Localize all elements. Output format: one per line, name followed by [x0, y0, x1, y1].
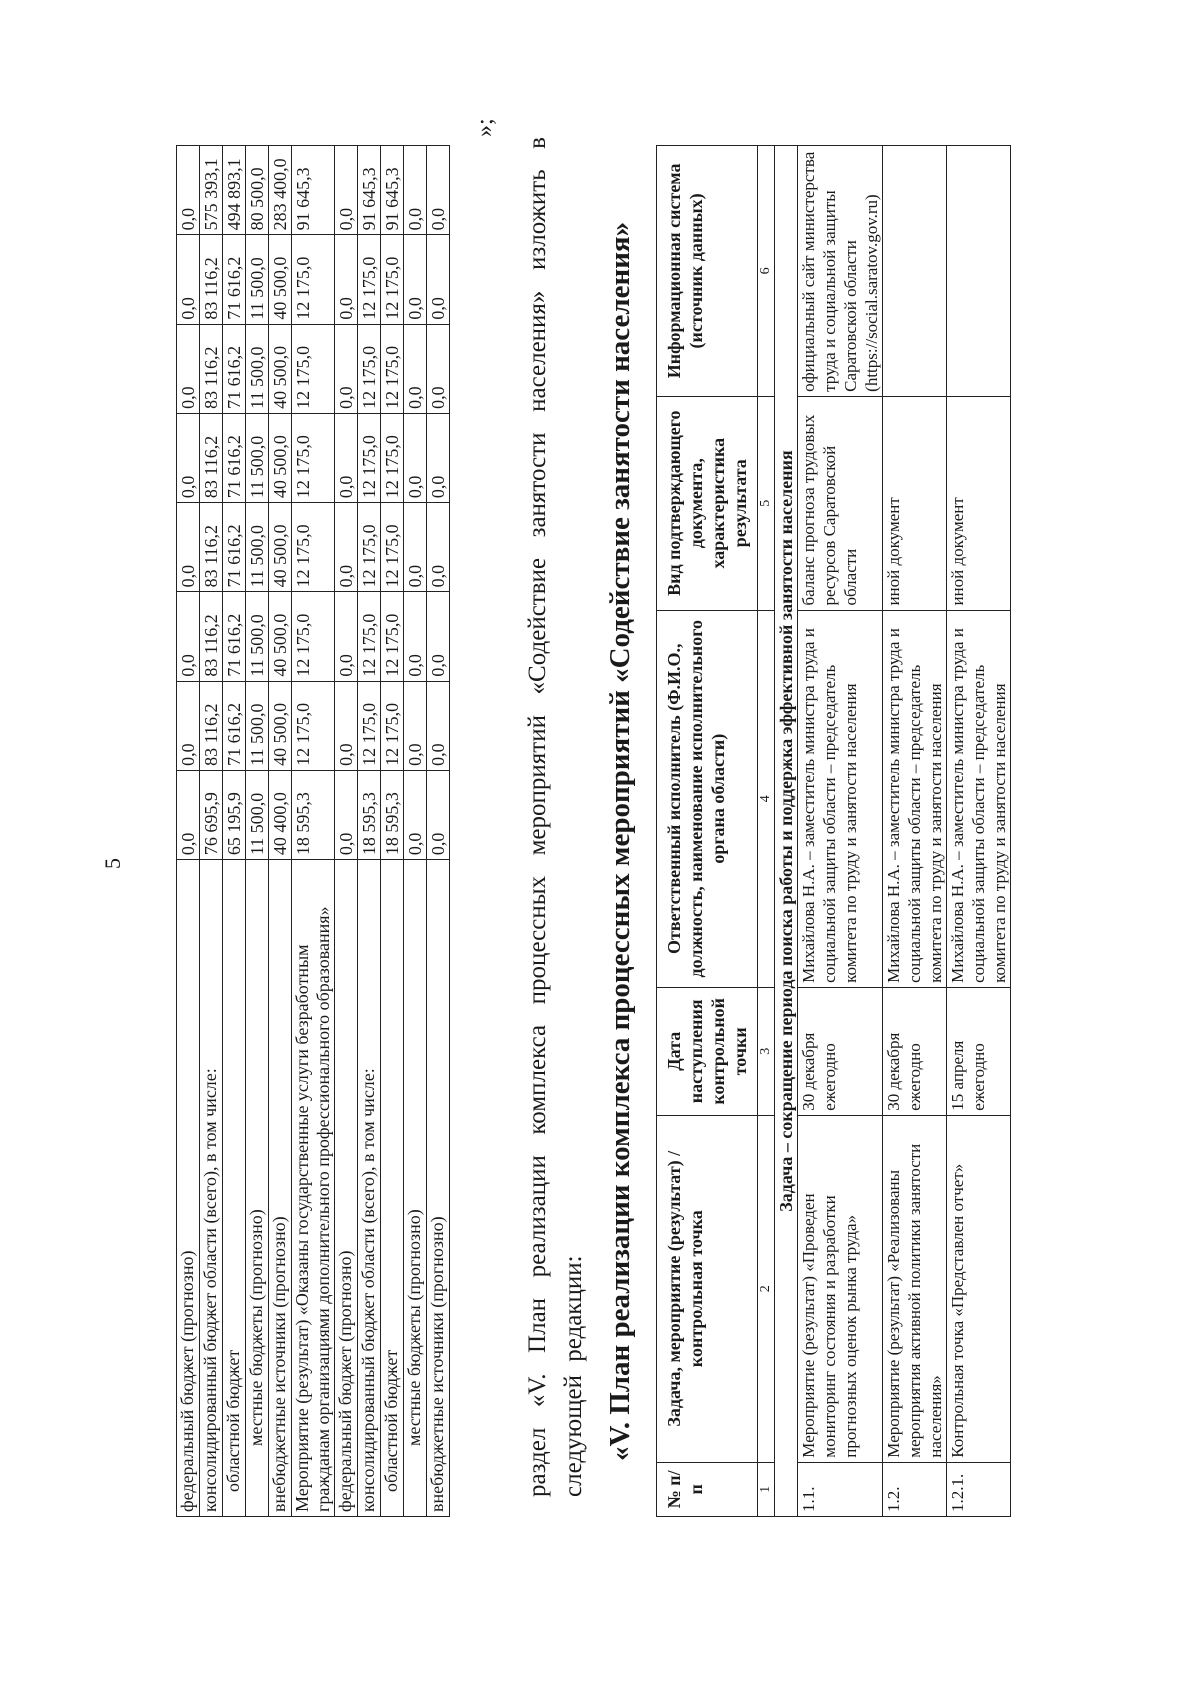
closing-quote: »;: [472, 118, 498, 137]
plan-row-num: 1.1.: [798, 1462, 883, 1516]
page-number: 5: [100, 858, 125, 869]
column-number: 4: [758, 610, 775, 987]
budget-value: 18 595,3: [292, 770, 335, 859]
budget-value: 0,0: [404, 324, 427, 413]
budget-value: 11 500,0: [246, 770, 269, 859]
budget-value: 71 616,2: [223, 235, 246, 324]
budget-value: 12 175,0: [381, 413, 404, 502]
budget-value: 12 175,0: [381, 592, 404, 681]
plan-row-document: иной документ: [947, 396, 1011, 610]
budget-value: 71 616,2: [223, 592, 246, 681]
budget-value: 0,0: [335, 324, 358, 413]
plan-row-system: [947, 146, 1011, 397]
budget-value: 11 500,0: [246, 592, 269, 681]
column-number: 2: [758, 1115, 775, 1462]
plan-row-date: 15 апреля ежегодно: [947, 987, 1011, 1115]
budget-value: 40 500,0: [269, 235, 292, 324]
plan-row: [947, 146, 1011, 1517]
task-row: [775, 146, 798, 1517]
budget-row: [292, 146, 335, 1517]
plan-row-num: 1.2.1.: [947, 1462, 1011, 1516]
plan-row: [883, 146, 947, 1517]
budget-value: 12 175,0: [358, 592, 381, 681]
budget-row: [335, 146, 358, 1517]
budget-value: 0,0: [177, 681, 200, 770]
budget-value: 0,0: [404, 503, 427, 592]
budget-value: 83 116,2: [200, 413, 223, 502]
budget-value: 11 500,0: [246, 324, 269, 413]
budget-value: 575 393,1: [200, 146, 223, 235]
plan-row-date: 30 декабря ежегодно: [798, 987, 883, 1115]
budget-value: 12 175,0: [358, 681, 381, 770]
budget-row-label: областной бюджет: [223, 860, 246, 1517]
budget-value: 11 500,0: [246, 235, 269, 324]
budget-value: 40 500,0: [269, 413, 292, 502]
budget-value: 12 175,0: [292, 413, 335, 502]
plan-row-num: 1.2.: [883, 1462, 947, 1516]
header-num: № п/п: [657, 1462, 758, 1516]
budget-value: 12 175,0: [381, 324, 404, 413]
budget-value: 40 400,0: [269, 770, 292, 859]
budget-value: 71 616,2: [223, 324, 246, 413]
budget-value: 0,0: [427, 503, 450, 592]
budget-value: 12 175,0: [292, 503, 335, 592]
budget-value: 11 500,0: [246, 681, 269, 770]
column-number: 5: [758, 396, 775, 610]
header-document: Вид подтверждающего документа, характеристика результата: [657, 396, 758, 610]
budget-value: 0,0: [177, 146, 200, 235]
budget-value: 91 645,3: [358, 146, 381, 235]
budget-value: 12 175,0: [358, 413, 381, 502]
budget-value: 0,0: [177, 770, 200, 859]
budget-value: 40 500,0: [269, 503, 292, 592]
budget-row: [404, 146, 427, 1517]
budget-row-label: внебюджетные источники (прогнозно): [269, 860, 292, 1517]
budget-value: 0,0: [335, 503, 358, 592]
budget-row-label: внебюджетные источники (прогнозно): [427, 860, 450, 1517]
header-system: Информационная система (источник данных): [657, 146, 758, 397]
plan-row-document: иной документ: [883, 396, 947, 610]
plan-row-system: официальный сайт министерства труда и социальной защиты Саратовской области (https://social.saratov.gov.ru): [798, 146, 883, 397]
budget-value: 0,0: [335, 235, 358, 324]
budget-value: 40 500,0: [269, 592, 292, 681]
budget-value: 494 893,1: [223, 146, 246, 235]
budget-value: 0,0: [404, 146, 427, 235]
budget-value: 12 175,0: [381, 681, 404, 770]
budget-value: 0,0: [335, 146, 358, 235]
budget-row-label: областной бюджет: [381, 860, 404, 1517]
budget-value: 11 500,0: [246, 413, 269, 502]
budget-value: 12 175,0: [381, 235, 404, 324]
budget-value: 0,0: [404, 681, 427, 770]
budget-row: [381, 146, 404, 1517]
plan-table: [656, 145, 1011, 1517]
budget-value: 0,0: [335, 413, 358, 502]
column-number: 3: [758, 987, 775, 1115]
budget-row-label: консолидированный бюджет области (всего), в том числе:: [358, 860, 381, 1517]
budget-value: 80 500,0: [246, 146, 269, 235]
budget-row: [246, 146, 269, 1517]
budget-row: [269, 146, 292, 1517]
plan-row-name: Мероприятие (результат) «Реализованы мероприятия активной политики занятости населения»: [883, 1115, 947, 1462]
budget-row: [177, 146, 200, 1517]
budget-value: 0,0: [177, 235, 200, 324]
plan-row-responsible: Михайлова Н.А. – заместитель министра труда и социальной защиты области – председатель комитета по труду и занятости населения: [883, 610, 947, 987]
budget-value: 283 400,0: [269, 146, 292, 235]
budget-value: 83 116,2: [200, 592, 223, 681]
task-heading: Задача – сокращение периода поиска работы и поддержка эффективной занятости населения: [775, 146, 798, 1517]
budget-value: 12 175,0: [381, 503, 404, 592]
budget-value: 83 116,2: [200, 324, 223, 413]
budget-row-label: местные бюджеты (прогнозно): [404, 860, 427, 1517]
header-date: Дата наступления контрольной точки: [657, 987, 758, 1115]
plan-header-row: [657, 146, 758, 1517]
budget-value: 12 175,0: [358, 503, 381, 592]
budget-value: 18 595,3: [381, 770, 404, 859]
budget-value: 83 116,2: [200, 235, 223, 324]
budget-value: 12 175,0: [292, 235, 335, 324]
budget-row: [223, 146, 246, 1517]
budget-row-label: консолидированный бюджет области (всего), в том числе:: [200, 860, 223, 1517]
plan-row: [798, 146, 883, 1517]
budget-table: [176, 145, 450, 1517]
budget-value: 40 500,0: [269, 681, 292, 770]
header-task: Задача, мероприятие (результат) / контрольная точка: [657, 1115, 758, 1462]
budget-value: 0,0: [404, 235, 427, 324]
plan-row-name: Контрольная точка «Представлен отчет»: [947, 1115, 1011, 1462]
budget-value: 91 645,3: [292, 146, 335, 235]
budget-value: 0,0: [335, 770, 358, 859]
column-number-row: [758, 146, 775, 1517]
header-responsible: Ответственный исполнитель (Ф.И.О., должность, наименование исполнительного органа области): [657, 610, 758, 987]
budget-value: 0,0: [335, 681, 358, 770]
budget-value: 0,0: [427, 413, 450, 502]
section-heading: «V. План реализации комплекса процессных мероприятий «Содействие занятости населения»: [604, 221, 636, 1461]
budget-value: 0,0: [177, 324, 200, 413]
budget-value: 0,0: [427, 681, 450, 770]
budget-value: 12 175,0: [292, 681, 335, 770]
budget-value: 12 175,0: [292, 592, 335, 681]
budget-value: 12 175,0: [358, 324, 381, 413]
budget-value: 0,0: [177, 503, 200, 592]
budget-row-label: местные бюджеты (прогнозно): [246, 860, 269, 1517]
plan-row-responsible: Михайлова Н.А. – заместитель министра труда и социальной защиты области – председатель комитета по труду и занятости населения: [798, 610, 883, 987]
budget-value: 12 175,0: [292, 324, 335, 413]
budget-value: 83 116,2: [200, 503, 223, 592]
budget-value: 71 616,2: [223, 681, 246, 770]
column-number: 1: [758, 1462, 775, 1516]
budget-row: [427, 146, 450, 1517]
plan-row-responsible: Михайлова Н.А. – заместитель министра труда и социальной защиты области – председатель комитета по труду и занятости населения: [947, 610, 1011, 987]
budget-value: 71 616,2: [223, 413, 246, 502]
budget-value: 83 116,2: [200, 681, 223, 770]
budget-value: 71 616,2: [223, 503, 246, 592]
budget-value: 18 595,3: [358, 770, 381, 859]
budget-value: 40 500,0: [269, 324, 292, 413]
budget-row-label: федеральный бюджет (прогнозно): [177, 860, 200, 1517]
budget-value: 0,0: [404, 770, 427, 859]
budget-value: 0,0: [177, 413, 200, 502]
plan-row-system: [883, 146, 947, 397]
column-number: 6: [758, 146, 775, 397]
budget-value: 0,0: [427, 146, 450, 235]
plan-row-document: баланс прогноза трудовых ресурсов Саратовской области: [798, 396, 883, 610]
budget-value: 0,0: [404, 592, 427, 681]
budget-row: [358, 146, 381, 1517]
budget-value: 0,0: [335, 592, 358, 681]
plan-row-date: 30 декабря ежегодно: [883, 987, 947, 1115]
budget-value: 12 175,0: [358, 235, 381, 324]
budget-value: 76 695,9: [200, 770, 223, 859]
budget-value: 0,0: [427, 770, 450, 859]
budget-value: 11 500,0: [246, 503, 269, 592]
budget-value: 0,0: [427, 324, 450, 413]
plan-row-name: Мероприятие (результат) «Проведен мониторинг состояния и разработки прогнозных оценок рынка труда»: [798, 1115, 883, 1462]
budget-value: 0,0: [404, 413, 427, 502]
budget-row-label: Мероприятие (результат) «Оказаны государственные услуги безработным гражданам организациями дополнительного профессионального образования»: [292, 860, 335, 1517]
budget-value: 0,0: [427, 235, 450, 324]
budget-value: 91 645,3: [381, 146, 404, 235]
budget-value: 0,0: [177, 592, 200, 681]
budget-value: 65 195,9: [223, 770, 246, 859]
intro-paragraph: раздел «V. План реализации комплекса процессных мероприятий «Содействие занятости населения» изложить в следующей редакции:: [524, 137, 587, 1497]
budget-row: [200, 146, 223, 1517]
budget-row-label: федеральный бюджет (прогнозно): [335, 860, 358, 1517]
budget-value: 0,0: [427, 592, 450, 681]
